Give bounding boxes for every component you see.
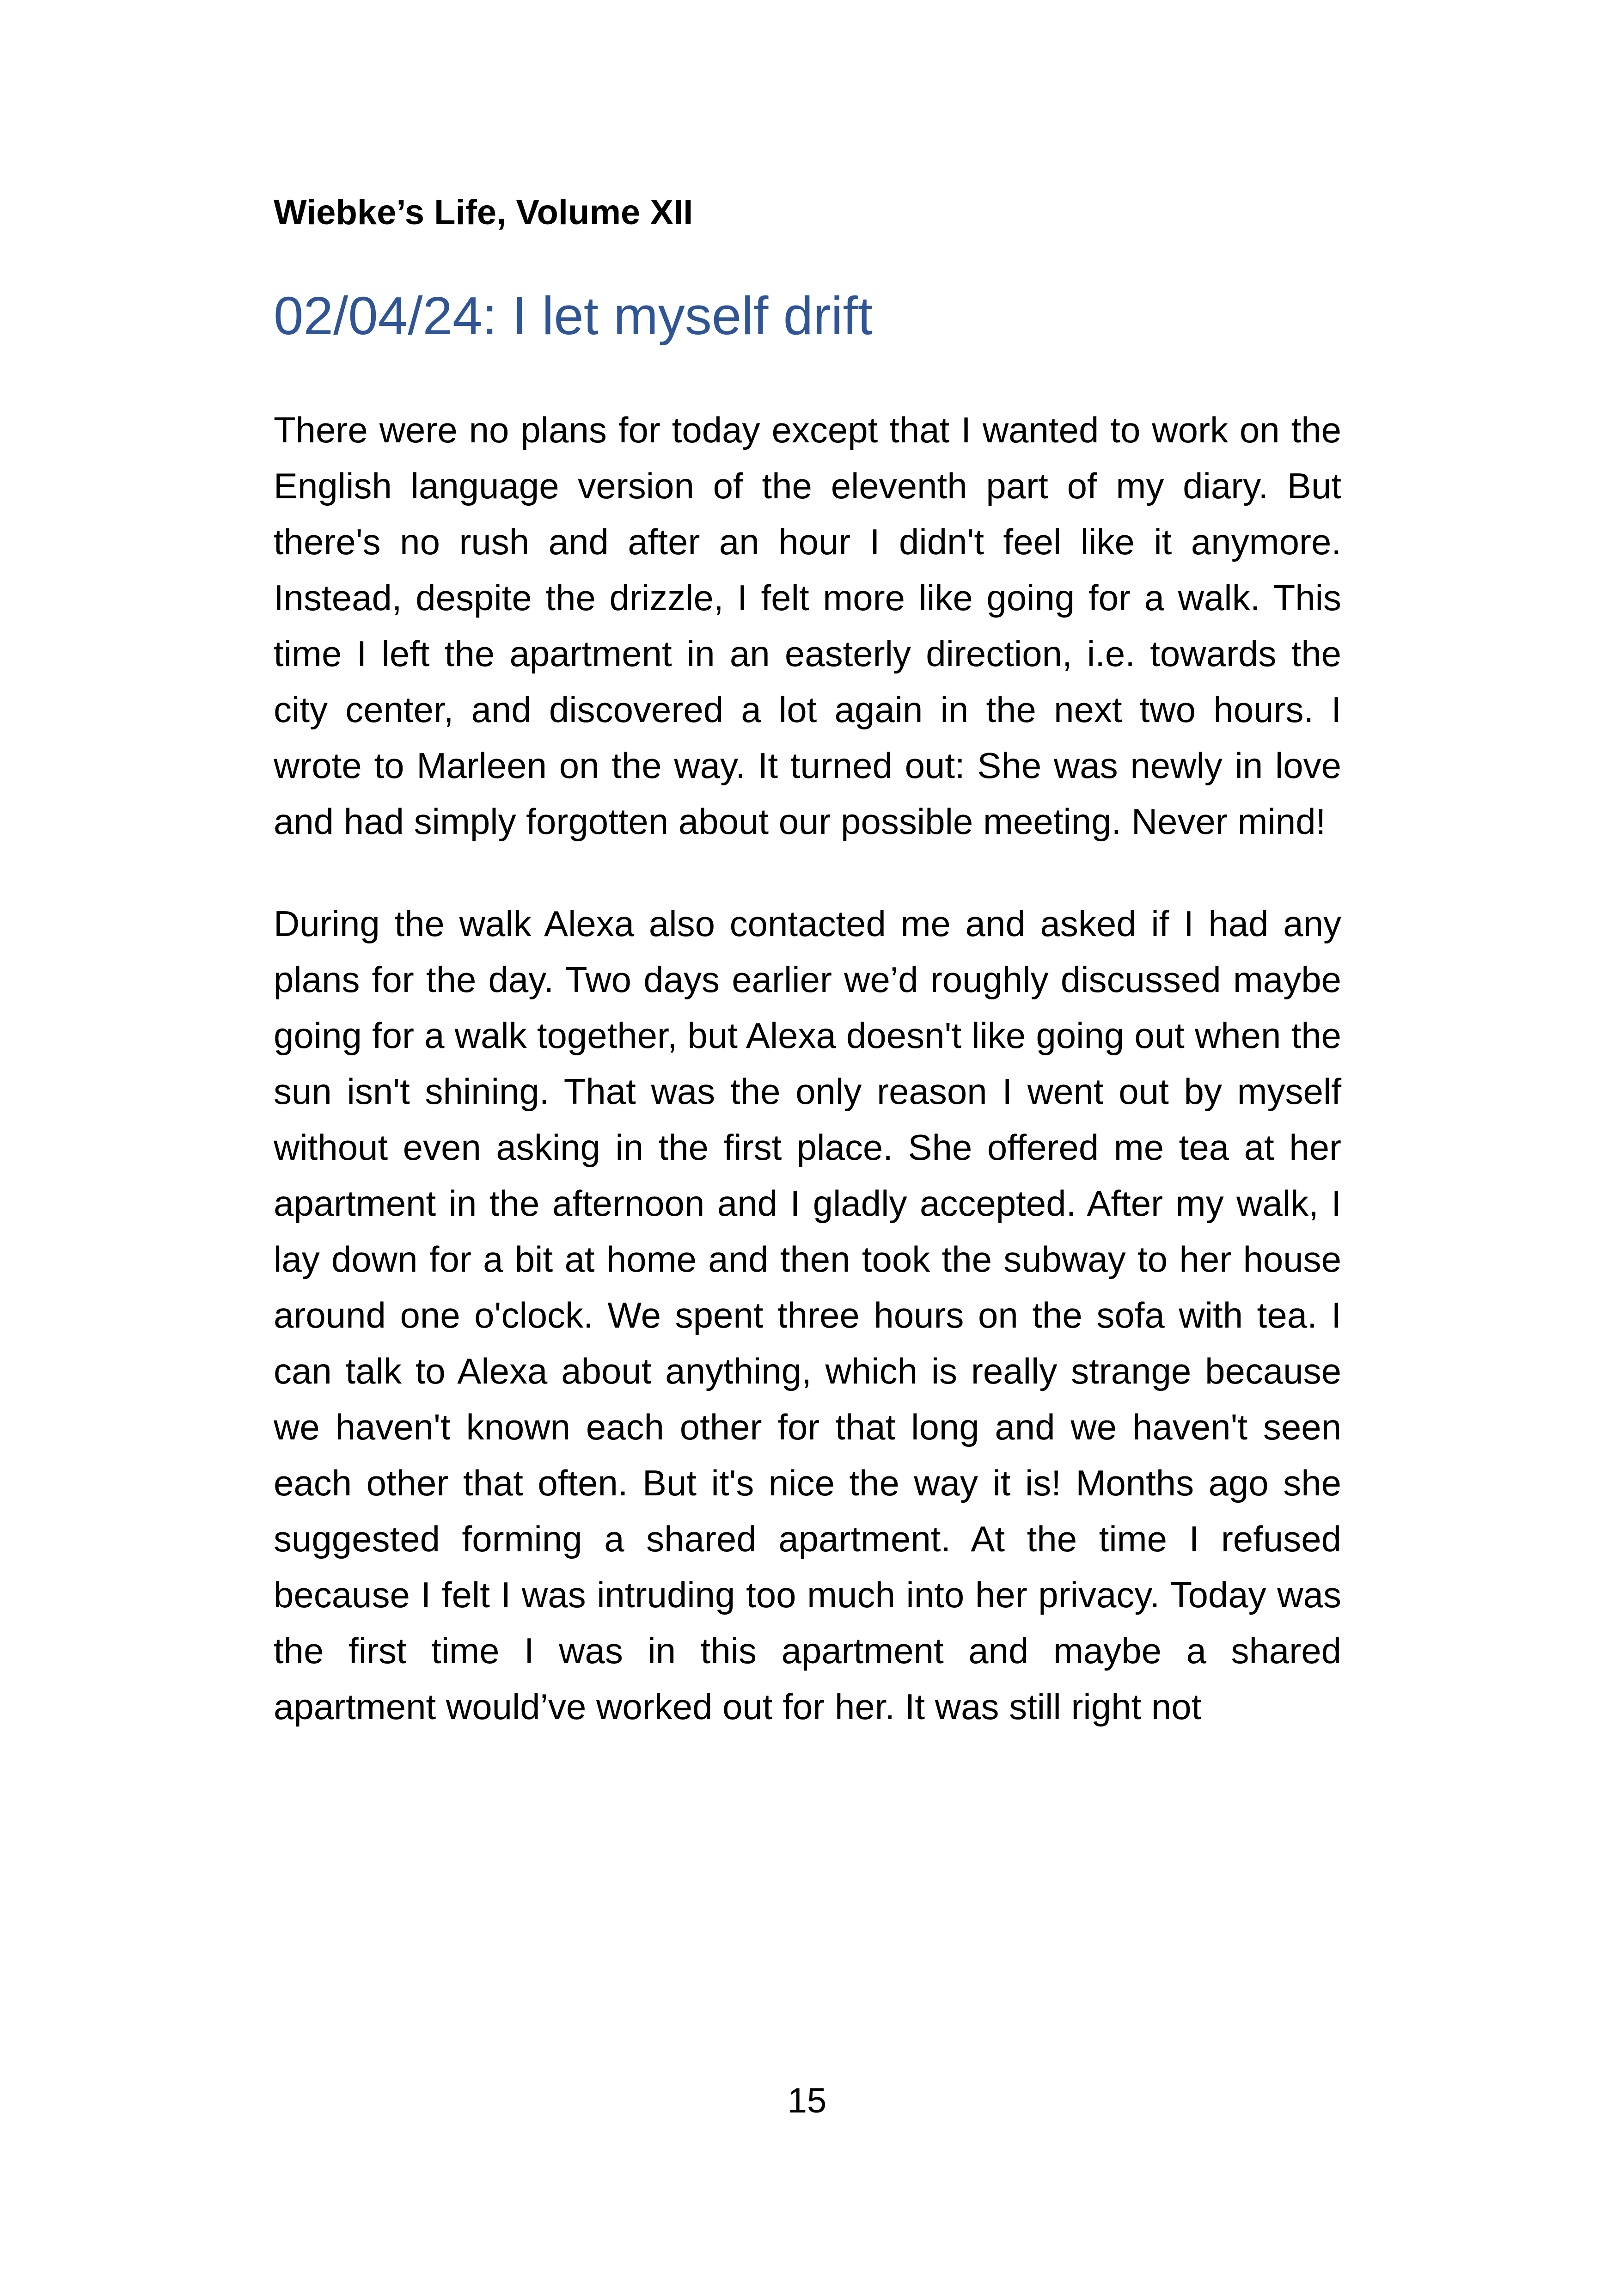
book-title: Wiebke’s Life, Volume XII <box>274 193 693 232</box>
paragraph: During the walk Alexa also contacted me and asked if I had any plans for the day. Two days earlier we’d roughly discussed maybe going for a walk together, but Alexa doesn't like going out when the sun isn't shining. That was the only reason I went out by myself without even asking in the first place. She offered me tea at her apartment in the afternoon and I gladly accepted. After my walk, I lay down for a bit at home and then took the subway to her house around one o'clock. We spent three hours on the sofa with tea. I can talk to Alexa about anything, which is really strange because we haven't known each other for that long and we haven't seen each other that often. But it's nice the way it is! Months ago she suggested forming a shared apartment. At the time I refused because I felt I was intruding too much into her privacy. Today was the first time I was in this apartment and maybe a shared apartment would’ve worked out for her. It was still right not <box>274 903 1341 1727</box>
chapter-title: 02/04/24: I let myself drift <box>274 286 873 346</box>
page-number: 15 <box>787 2081 827 2120</box>
paragraph: There were no plans for today except that I wanted to work on the English language version of the eleventh part of my diary. But there's no rush and after an hour I didn't feel like it anymore. Instead, despite the drizzle, I felt more like going for a walk. This time I left the apartment in an easterly direction, i.e. towards the city center, and discovered a lot again in the next two hours. I wrote to Marleen on the way. It turned out: She was newly in love and had simply forgotten about our possible meeting. Never mind! <box>274 410 1341 842</box>
body-text <box>274 402 1341 1735</box>
